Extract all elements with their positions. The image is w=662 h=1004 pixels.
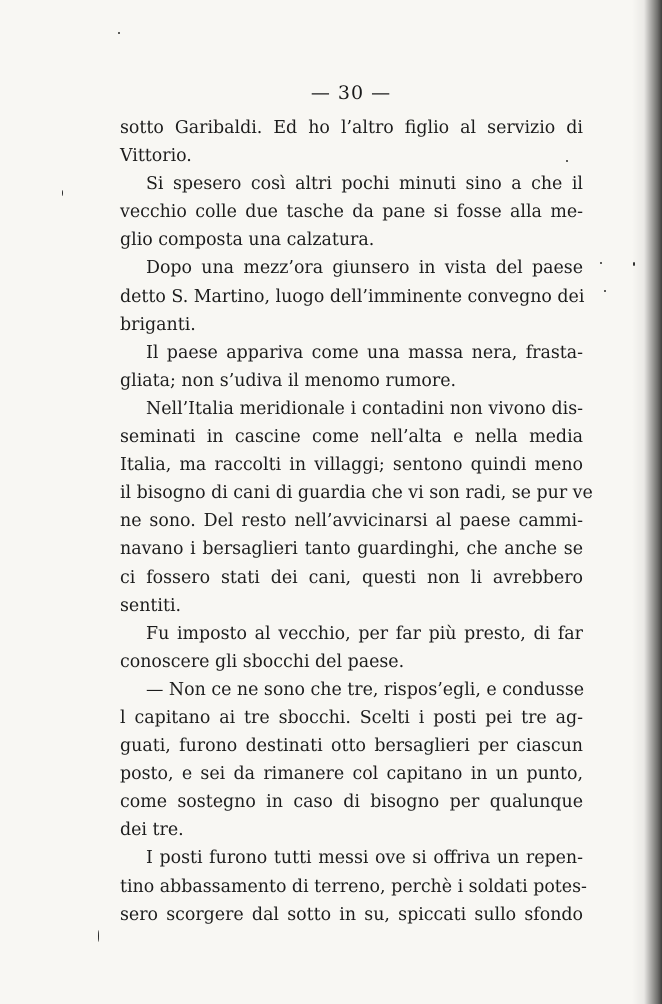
scan-speck — [600, 262, 602, 264]
text-line: detto S. Martino, luogo dell’imminente convegno dei — [120, 286, 585, 307]
text-line: Si spesero così altri pochi minuti sino a che il — [146, 174, 583, 195]
text-line: I posti furono tutti messi ove si offriva un repen- — [146, 848, 583, 869]
scan-speck — [566, 160, 568, 162]
text-line: dei tre. — [120, 820, 184, 841]
text-line: Nell’Italia meridionale i contadini non vivono dis- — [146, 398, 583, 419]
text-line: navano i bersaglieri tanto guardinghi, che anche se — [120, 539, 583, 560]
text-line: vecchio colle due tasche da pane si fosse alla me- — [120, 202, 583, 223]
text-line: l capitano ai tre sbocchi. Scelti i posti pei tre ag- — [120, 707, 583, 728]
text-line: Italia, ma raccolti in villaggi; sentono quindi meno — [120, 455, 583, 476]
text-line: guati, furono destinati otto bersaglieri per ciascun — [120, 736, 583, 757]
text-line: sero scorgere dal sotto in su, spiccati sullo sfondo — [120, 904, 583, 925]
binding-shadow — [632, 0, 662, 1004]
text-line: briganti. — [120, 314, 196, 335]
text-line: il bisogno di cani di guardia che vi son radi, se pur ve — [120, 483, 593, 504]
text-line: glio composta una calzatura. — [120, 230, 375, 251]
scan-speck — [633, 262, 635, 266]
scan-speck — [98, 930, 99, 942]
text-line: tino abbassamento di terreno, perchè i soldati potes- — [120, 876, 587, 897]
scan-speck — [604, 290, 606, 292]
text-line: ne sono. Del resto nell’avvicinarsi al paese cammi- — [120, 511, 583, 532]
text-line: ci fossero stati dei cani, questi non li avrebbero — [120, 567, 583, 588]
text-line: seminati in cascine come nell’alta e nella media — [120, 427, 583, 448]
scan-speck — [62, 190, 63, 196]
scan-speck — [118, 32, 120, 34]
text-line: posto, e sei da rimanere col capitano in un punto, — [120, 764, 583, 785]
text-line: gliata; non s’udiva il menomo rumore. — [120, 370, 457, 391]
text-line: Il paese appariva come una massa nera, frasta- — [146, 342, 583, 363]
text-line: sentiti. — [120, 595, 182, 616]
text-line: come sostegno in caso di bisogno per qualunque — [120, 792, 583, 813]
body-text — [120, 114, 593, 929]
text-line: Vittorio. — [120, 146, 192, 167]
text-line: sotto Garibaldi. Ed ho l’altro figlio al servizio di — [120, 118, 583, 138]
page-number: — 30 — — [310, 82, 392, 104]
text-line: Dopo una mezz’ora giunsero in vista del paese — [146, 258, 583, 279]
text-line: — Non ce ne sono che tre, rispos’egli, e condusse — [146, 679, 585, 700]
text-line: Fu imposto al vecchio, per far più presto, di far — [146, 623, 583, 644]
text-line: conoscere gli sbocchi del paese. — [120, 651, 405, 672]
